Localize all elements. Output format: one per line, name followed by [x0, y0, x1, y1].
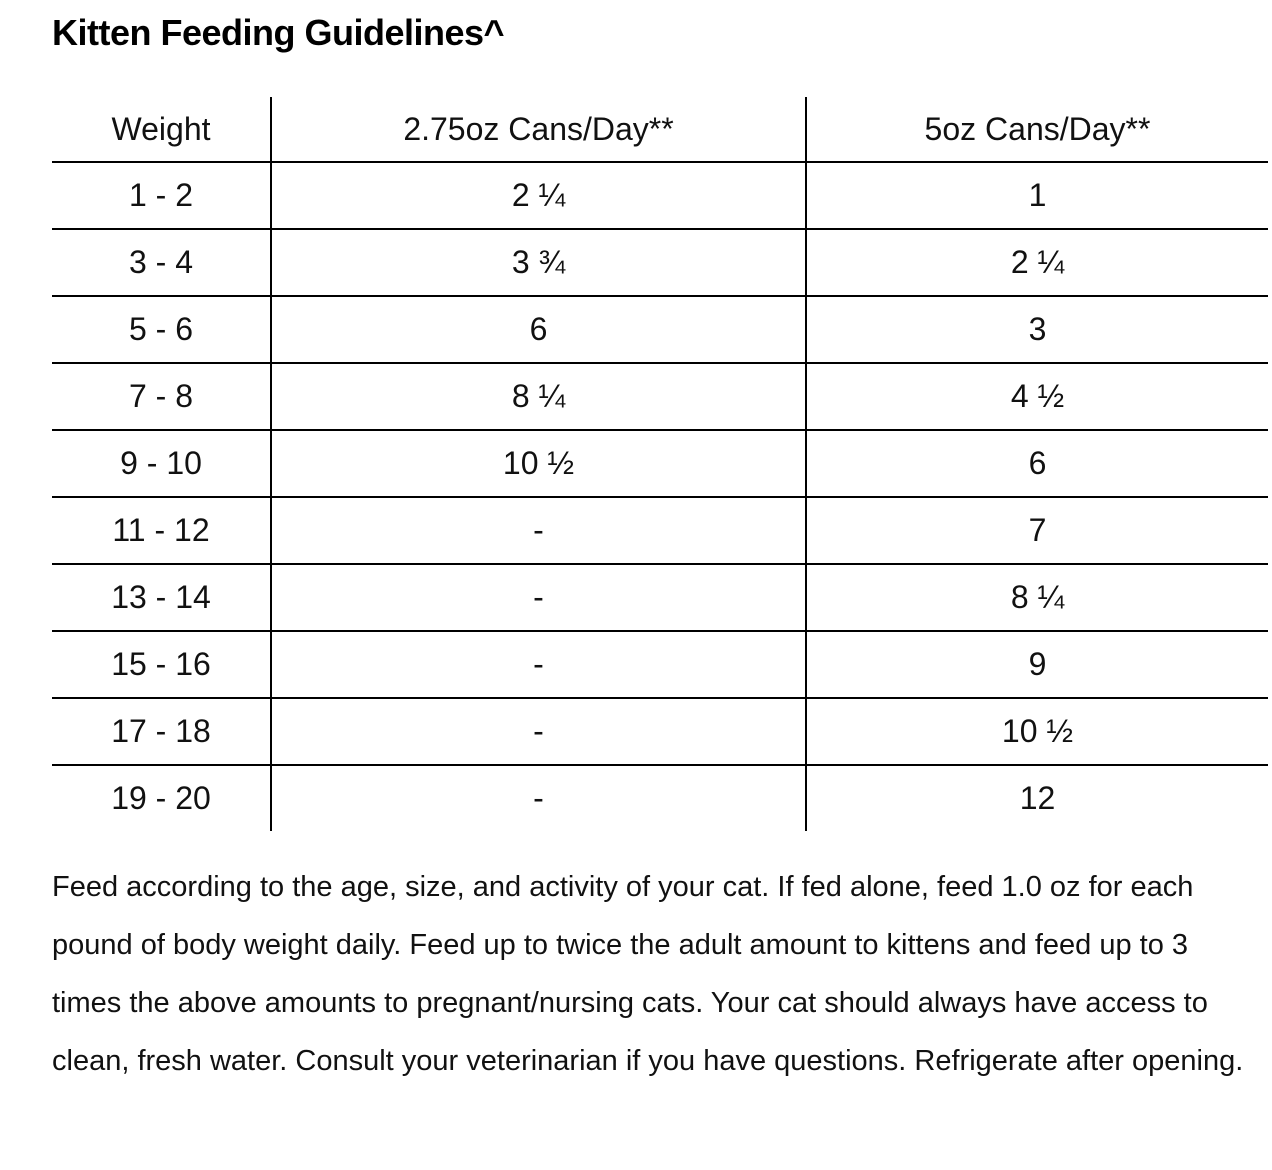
weight-cell: 17 - 18: [52, 698, 271, 765]
small-can-amount-cell: 10 ½: [271, 430, 806, 497]
weight-cell: 13 - 14: [52, 564, 271, 631]
large-can-amount-cell: 6: [806, 430, 1268, 497]
table-header: [52, 97, 1268, 162]
column-header-small-cans: 2.75oz Cans/Day**: [271, 97, 806, 162]
large-can-amount-cell: 8 ¼: [806, 564, 1268, 631]
large-can-amount-cell: 4 ½: [806, 363, 1268, 430]
weight-cell: 19 - 20: [111, 780, 211, 816]
table-row: [52, 296, 1268, 363]
large-can-amount-cell: 1: [806, 162, 1268, 229]
small-can-amount-cell: -: [271, 765, 806, 831]
table-row: [52, 564, 1268, 631]
large-can-amount-cell: 7: [806, 497, 1268, 564]
table-row: [52, 497, 1268, 564]
large-can-amount-cell: 3: [806, 296, 1268, 363]
feeding-table: [52, 97, 1268, 831]
large-can-amount-cell: 12: [806, 765, 1268, 831]
weight-cell: 15 - 16: [52, 631, 271, 698]
page-title: Kitten Feeding Guidelines^: [52, 12, 505, 53]
small-can-amount-cell: 6: [271, 296, 806, 363]
table-row: [52, 631, 1268, 698]
weight-cell: 7 - 8: [52, 363, 271, 430]
large-can-amount-cell: 9: [806, 631, 1268, 698]
weight-cell: 1 - 2: [52, 162, 271, 229]
table-row: [52, 229, 1268, 296]
small-can-amount-cell: -: [271, 698, 806, 765]
column-header-weight: Weight: [52, 97, 271, 162]
table-row: [52, 430, 1268, 497]
small-can-amount-cell: -: [271, 497, 806, 564]
header-row: [52, 97, 1268, 162]
weight-cell: 11 - 12: [52, 497, 271, 564]
weight-cell: 3 - 4: [52, 229, 271, 296]
table-row: [52, 162, 1268, 229]
table-row: [52, 765, 1268, 831]
weight-cell: 5 - 6: [52, 296, 271, 363]
feeding-instructions: Feed according to the age, size, and activity of your cat. If fed alone, feed 1.0 oz for each pound of body weight daily. Feed up to twice the adult amount to kittens and feed up to 3 times the above amounts to pregnant/nursing cats. Your cat should always have access to clean, fresh water. Consult your veterinarian if you have questions. Refrigerate after opening.: [52, 871, 1244, 1077]
small-can-amount-cell: 8 ¼: [271, 363, 806, 430]
weight-cell: 9 - 10: [52, 430, 271, 497]
table-row: [52, 698, 1268, 765]
table-row: [52, 363, 1268, 430]
table-body: [52, 162, 1268, 831]
large-can-amount-cell: 2 ¼: [806, 229, 1268, 296]
small-can-amount-cell: 2 ¼: [271, 162, 806, 229]
column-header-large-cans: 5oz Cans/Day**: [806, 97, 1268, 162]
small-can-amount-cell: -: [271, 564, 806, 631]
small-can-amount-cell: -: [271, 631, 806, 698]
large-can-amount-cell: 10 ½: [806, 698, 1268, 765]
small-can-amount-cell: 3 ¾: [271, 229, 806, 296]
